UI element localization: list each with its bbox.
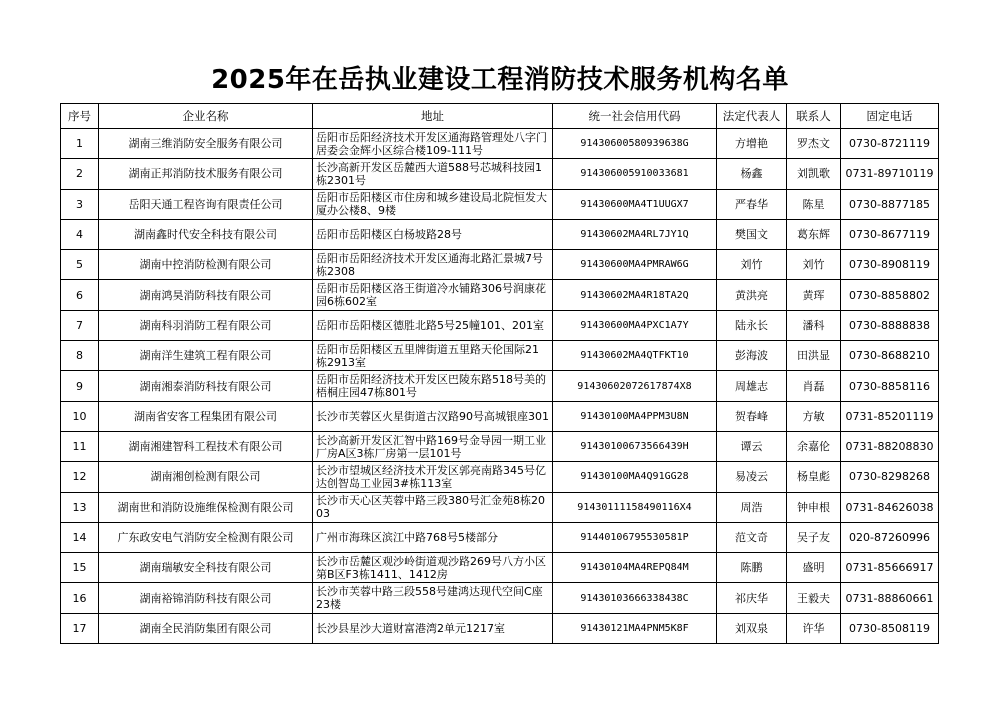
cell-address: 长沙市芙蓉中路三段558号建鸿达现代空间C座23楼	[313, 583, 553, 613]
cell-company: 湖南科羽消防工程有限公司	[99, 310, 313, 340]
table-body	[61, 129, 939, 644]
cell-company: 湖南全民消防集团有限公司	[99, 613, 313, 643]
cell-phone: 0730-8858802	[841, 280, 939, 310]
cell-contact: 刘竹	[787, 250, 841, 280]
table-row	[61, 522, 939, 552]
cell-legal-rep: 周浩	[717, 492, 787, 522]
table-row	[61, 129, 939, 159]
cell-phone: 0730-8858116	[841, 371, 939, 401]
cell-contact: 钟申根	[787, 492, 841, 522]
cell-phone: 0730-8677119	[841, 219, 939, 249]
cell-legal-rep: 杨鑫	[717, 159, 787, 189]
cell-contact: 肖磊	[787, 371, 841, 401]
cell-address: 广州市海珠区滨江中路768号5楼部分	[313, 522, 553, 552]
cell-phone: 0730-8888838	[841, 310, 939, 340]
cell-phone: 0731-85201119	[841, 401, 939, 431]
cell-address: 长沙市望城区经济技术开发区郭亮南路345号亿达创智岛工业园3#栋113室	[313, 462, 553, 492]
cell-legal-rep: 陆永长	[717, 310, 787, 340]
header-legal-rep: 法定代表人	[717, 104, 787, 129]
cell-phone: 0731-88208830	[841, 431, 939, 461]
cell-credit-code: 91430602MA4R18TA2Q	[553, 280, 717, 310]
cell-index: 11	[61, 431, 99, 461]
cell-address: 岳阳市岳阳经济技术开发区通海路管理处八字门居委会金辉小区综合楼109-111号	[313, 129, 553, 159]
cell-company: 湖南省安客工程集团有限公司	[99, 401, 313, 431]
table-row	[61, 219, 939, 249]
cell-legal-rep: 樊国文	[717, 219, 787, 249]
header-index: 序号	[61, 104, 99, 129]
cell-company: 湖南中控消防检测有限公司	[99, 250, 313, 280]
cell-legal-rep: 刘双泉	[717, 613, 787, 643]
cell-phone: 0731-84626038	[841, 492, 939, 522]
cell-address: 长沙市芙蓉区火星街道古汉路90号高城银座301	[313, 401, 553, 431]
header-row	[61, 104, 939, 129]
table-row	[61, 310, 939, 340]
table-row	[61, 341, 939, 371]
cell-address: 长沙县星沙大道财富港湾2单元1217室	[313, 613, 553, 643]
cell-company: 湖南正邦消防技术服务有限公司	[99, 159, 313, 189]
cell-contact: 黄珲	[787, 280, 841, 310]
cell-address: 岳阳市岳阳楼区洛王街道冷水铺路306号润康花园6栋602室	[313, 280, 553, 310]
cell-index: 9	[61, 371, 99, 401]
cell-address: 岳阳市岳阳楼区德胜北路5号25幢101、201室	[313, 310, 553, 340]
cell-company: 湖南裕锦消防科技有限公司	[99, 583, 313, 613]
cell-company: 岳阳天通工程咨询有限责任公司	[99, 189, 313, 219]
cell-legal-rep: 谭云	[717, 431, 787, 461]
cell-phone: 0731-89710119	[841, 159, 939, 189]
cell-contact: 余嘉伦	[787, 431, 841, 461]
cell-contact: 陈星	[787, 189, 841, 219]
cell-contact: 杨皇彪	[787, 462, 841, 492]
cell-legal-rep: 黄洪亮	[717, 280, 787, 310]
cell-credit-code: 91430100673566439H	[553, 431, 717, 461]
cell-contact: 葛东辉	[787, 219, 841, 249]
cell-address: 长沙市天心区芙蓉中路三段380号汇金苑8栋2003	[313, 492, 553, 522]
cell-credit-code: 91430600MA4PXC1A7Y	[553, 310, 717, 340]
header-address: 地址	[313, 104, 553, 129]
cell-credit-code: 91430600MA4T1UUGX7	[553, 189, 717, 219]
cell-phone: 0730-8908119	[841, 250, 939, 280]
table-row	[61, 431, 939, 461]
cell-phone: 0731-85666917	[841, 553, 939, 583]
cell-phone: 0730-8508119	[841, 613, 939, 643]
header-company: 企业名称	[99, 104, 313, 129]
cell-contact: 许华	[787, 613, 841, 643]
cell-index: 13	[61, 492, 99, 522]
cell-credit-code: 91430602072617874X8	[553, 371, 717, 401]
cell-credit-code: 91430600580939638G	[553, 129, 717, 159]
table-row	[61, 159, 939, 189]
cell-legal-rep: 易凌云	[717, 462, 787, 492]
cell-credit-code: 91430600MA4PMRAW6G	[553, 250, 717, 280]
cell-credit-code: 914306005910033681	[553, 159, 717, 189]
cell-address: 长沙高新开发区岳麓西大道588号芯城科技园1栋2301号	[313, 159, 553, 189]
cell-contact: 刘凯歌	[787, 159, 841, 189]
cell-contact: 盛明	[787, 553, 841, 583]
cell-company: 湖南瑞敏安全科技有限公司	[99, 553, 313, 583]
cell-index: 6	[61, 280, 99, 310]
cell-address: 岳阳市岳阳楼区市住房和城乡建设局北院恒发大厦办公楼8、9楼	[313, 189, 553, 219]
cell-phone: 0730-8721119	[841, 129, 939, 159]
cell-contact: 罗杰文	[787, 129, 841, 159]
cell-phone: 020-87260996	[841, 522, 939, 552]
cell-address: 岳阳市岳阳经济技术开发区巴陵东路518号美的梧桐庄园47栋801号	[313, 371, 553, 401]
cell-phone: 0730-8877185	[841, 189, 939, 219]
cell-legal-rep: 严春华	[717, 189, 787, 219]
cell-address: 岳阳市岳阳楼区五里牌街道五里路天伦国际21栋2913室	[313, 341, 553, 371]
header-phone: 固定电话	[841, 104, 939, 129]
cell-contact: 潘科	[787, 310, 841, 340]
table-row	[61, 613, 939, 643]
cell-index: 4	[61, 219, 99, 249]
cell-contact: 田洪显	[787, 341, 841, 371]
cell-index: 8	[61, 341, 99, 371]
table-row	[61, 401, 939, 431]
cell-index: 5	[61, 250, 99, 280]
cell-legal-rep: 彭海波	[717, 341, 787, 371]
cell-index: 10	[61, 401, 99, 431]
cell-company: 湖南鸿昊消防科技有限公司	[99, 280, 313, 310]
cell-address: 长沙市岳麓区观沙岭街道观沙路269号八方小区第B区F3栋1411、1412房	[313, 553, 553, 583]
cell-credit-code: 91430121MA4PNM5K8F	[553, 613, 717, 643]
cell-index: 14	[61, 522, 99, 552]
cell-contact: 方敏	[787, 401, 841, 431]
table-row	[61, 462, 939, 492]
cell-contact: 吴子友	[787, 522, 841, 552]
cell-company: 广东政安电气消防安全检测有限公司	[99, 522, 313, 552]
page-title: 2025年在岳执业建设工程消防技术服务机构名单	[211, 65, 789, 95]
cell-address: 岳阳市岳阳经济技术开发区通海北路汇景城7号栋2308	[313, 250, 553, 280]
institution-table	[60, 103, 939, 644]
cell-credit-code: 91430100MA4Q91GG28	[553, 462, 717, 492]
cell-index: 3	[61, 189, 99, 219]
cell-phone: 0731-88860661	[841, 583, 939, 613]
cell-legal-rep: 方增艳	[717, 129, 787, 159]
cell-company: 湖南洋生建筑工程有限公司	[99, 341, 313, 371]
cell-credit-code: 91430103666338438C	[553, 583, 717, 613]
cell-credit-code: 91430100MA4PPM3U8N	[553, 401, 717, 431]
cell-credit-code: 91430602MA4QTFKT10	[553, 341, 717, 371]
cell-legal-rep: 陈鹏	[717, 553, 787, 583]
cell-credit-code: 91430111158490116X4	[553, 492, 717, 522]
table-row	[61, 280, 939, 310]
table-row	[61, 583, 939, 613]
table-row	[61, 553, 939, 583]
cell-company: 湖南湘建智科工程技术有限公司	[99, 431, 313, 461]
cell-company: 湖南三维消防安全服务有限公司	[99, 129, 313, 159]
cell-legal-rep: 贺春峰	[717, 401, 787, 431]
cell-address: 岳阳市岳阳楼区白杨坡路28号	[313, 219, 553, 249]
cell-legal-rep: 范文奇	[717, 522, 787, 552]
cell-index: 2	[61, 159, 99, 189]
cell-contact: 王毅夫	[787, 583, 841, 613]
cell-legal-rep: 祁庆华	[717, 583, 787, 613]
cell-company: 湖南湘泰消防科技有限公司	[99, 371, 313, 401]
table-row	[61, 250, 939, 280]
header-credit-code: 统一社会信用代码	[553, 104, 717, 129]
cell-index: 15	[61, 553, 99, 583]
table-row	[61, 371, 939, 401]
cell-company: 湖南鑫时代安全科技有限公司	[99, 219, 313, 249]
cell-index: 7	[61, 310, 99, 340]
cell-index: 1	[61, 129, 99, 159]
cell-phone: 0730-8298268	[841, 462, 939, 492]
cell-company: 湖南湘创检测有限公司	[99, 462, 313, 492]
cell-index: 17	[61, 613, 99, 643]
cell-index: 16	[61, 583, 99, 613]
cell-index: 12	[61, 462, 99, 492]
table-row	[61, 492, 939, 522]
cell-credit-code: 91430104MA4REPQ84M	[553, 553, 717, 583]
cell-legal-rep: 刘竹	[717, 250, 787, 280]
cell-company: 湖南世和消防设施维保检测有限公司	[99, 492, 313, 522]
table-row	[61, 189, 939, 219]
cell-phone: 0730-8688210	[841, 341, 939, 371]
header-contact: 联系人	[787, 104, 841, 129]
cell-address: 长沙高新开发区汇智中路169号金导园一期工业厂房A区3栋厂房第一层101号	[313, 431, 553, 461]
cell-legal-rep: 周雄志	[717, 371, 787, 401]
cell-credit-code: 91440106795530581P	[553, 522, 717, 552]
cell-credit-code: 91430602MA4RL7JY1Q	[553, 219, 717, 249]
